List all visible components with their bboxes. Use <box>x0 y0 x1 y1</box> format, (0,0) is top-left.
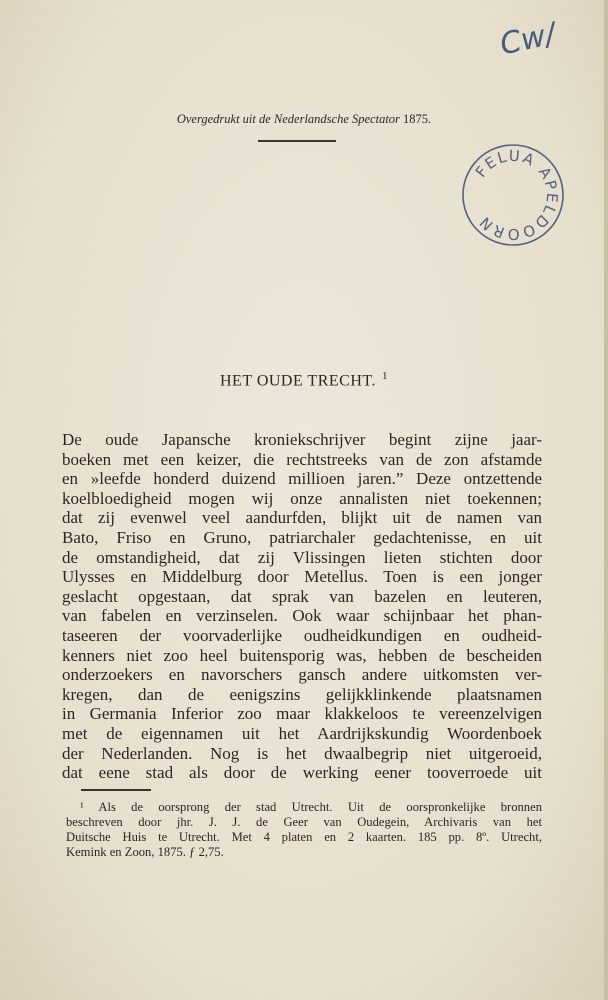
header-text: Overgedrukt uit de Nederlandsche Spectator <box>176 112 400 126</box>
body-line: kenners niet zoo heel buitensporig was, hebben de bescheiden <box>62 645 542 665</box>
library-stamp <box>458 140 568 250</box>
body-line: Ulysses en Middelburg door Metellus. Toen is een jonger <box>62 567 542 587</box>
body-line: onderzoekers en navorschers gansch andere uitkomsten ver- <box>62 665 542 685</box>
offprint-header <box>0 112 608 127</box>
body-line: kregen, dan de eenigszins gelijkklinkende plaatsnamen <box>62 684 542 704</box>
footnote-rule <box>81 789 151 791</box>
page-edge <box>604 0 608 1000</box>
body-line: en »leefde honderd duizend millioen jaren.” Deze ontzettende <box>62 469 542 489</box>
body-line: der Nederlanden. Nog is het dwaalbegrip niet uitgeroeid, <box>62 743 542 763</box>
body-line: De oude Japansche kroniekschrijver begint zijne jaar- <box>62 430 542 449</box>
body-line: Bato, Friso en Gruno, patriarchaler gedachtenisse, en uit <box>62 527 542 547</box>
header-year: 1875. <box>403 112 432 126</box>
body-line: de omstandigheid, dat zij Vlissingen lieten stichten door <box>62 547 542 567</box>
title-footnote-ref: 1 <box>382 370 388 382</box>
footnote <box>66 800 542 860</box>
body-text <box>62 430 542 783</box>
footnote-line: Kemink en Zoon, 1875. ƒ 2,75. <box>66 845 224 859</box>
body-line: geslacht opgestaan, dat sprak van bazelen en leuteren, <box>62 586 542 606</box>
body-line: van fabelen en verzinselen. Ook waar schijnbaar het phan- <box>62 606 542 626</box>
body-line: taseeren der voorvaderlijke oudheidkundigen en oudheid- <box>62 625 542 645</box>
body-line: in Germania Inferior zoo maar klakkeloos te vereenzelvigen <box>62 704 542 724</box>
footnote-line: ¹ Als de oorsprong der stad Utrecht. Uit de oorspronkelijke bronnen <box>80 800 542 814</box>
handwritten-annotation: Cw/ <box>496 16 559 63</box>
article-title <box>0 370 608 390</box>
body-line: koelbloedigheid mogen wij onze annalisten niet toekennen; <box>62 488 542 508</box>
title-text: HET OUDE TRECHT. <box>220 372 376 390</box>
body-line: dat eene stad als door de werking eener tooverroede uit <box>62 763 542 783</box>
header-rule <box>258 140 336 142</box>
body-line: dat zij evenwel veel aandurfden, blijkt uit de namen van <box>62 508 542 528</box>
body-line: met de eigennamen uit het Aardrijkskundig Woordenboek <box>62 723 542 743</box>
footnote-line: Duitsche Huis te Utrecht. Met 4 platen en 2 kaarten. 185 pp. 8º. Utrecht, <box>66 830 542 844</box>
footnote-line: beschreven door jhr. J. J. de Geer van Oudegein, Archivaris van het <box>66 815 542 829</box>
body-line: boeken met een keizer, die rechtstreeks van de zon afstamde <box>62 449 542 469</box>
svg-text:FELUA APELDOORN: FELUA APELDOORN <box>471 146 562 244</box>
